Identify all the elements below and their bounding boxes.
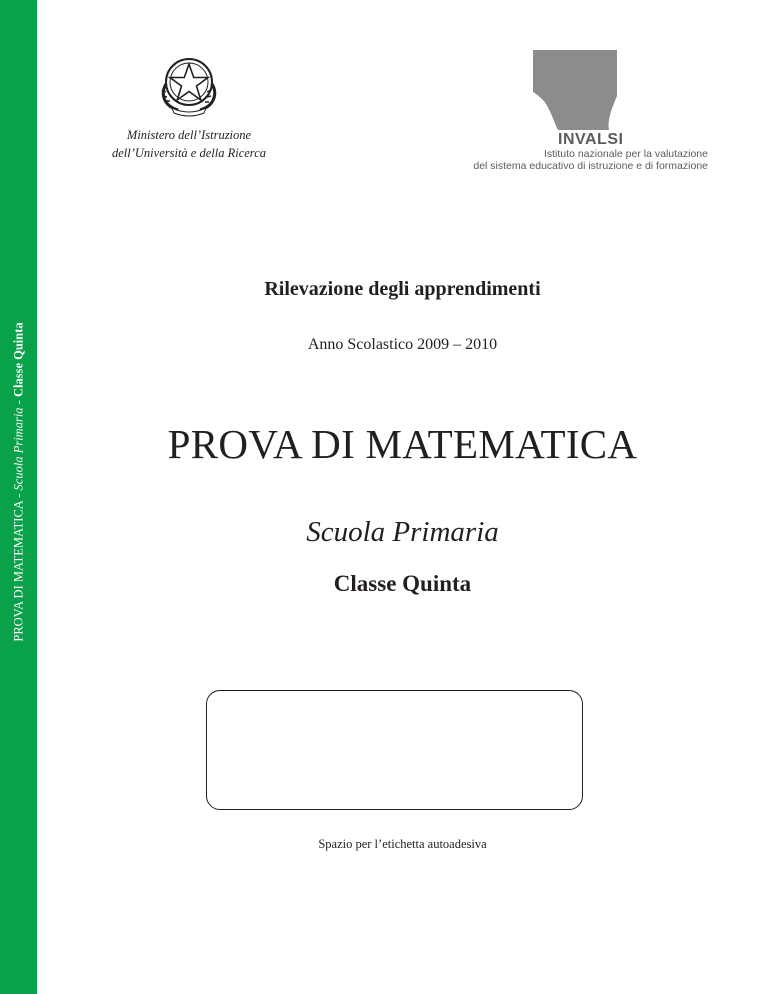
sticker-label-box xyxy=(206,690,583,810)
side-band-school: Scuola Primaria xyxy=(11,407,25,491)
italian-republic-emblem-icon xyxy=(154,50,224,118)
test-title: PROVA DI MATEMATICA xyxy=(167,421,638,467)
school-year: Anno Scolastico 2009 – 2010 xyxy=(307,336,498,353)
invalsi-description xyxy=(440,148,708,172)
school-level: Scuola Primaria xyxy=(306,516,499,548)
side-band-text xyxy=(11,322,26,641)
ministry-name xyxy=(84,126,294,162)
ministry-line-2: dell’Università e della Ricerca xyxy=(112,146,266,160)
invalsi-description-line-1: Istituto nazionale per la valutazione xyxy=(543,148,708,160)
invalsi-description-line-2: del sistema educativo di istruzione e di formazione xyxy=(473,160,708,172)
ministry-line-1: Ministero dell’Istruzione xyxy=(126,128,252,142)
side-band-class: Classe Quinta xyxy=(11,322,25,398)
sticker-label-caption: Spazio per l’etichetta autoadesiva xyxy=(318,837,487,851)
survey-title: Rilevazione degli apprendimenti xyxy=(264,278,541,300)
class-level: Classe Quinta xyxy=(333,571,472,596)
invalsi-name: INVALSI xyxy=(558,131,624,148)
side-band xyxy=(0,0,37,994)
side-band-title: PROVA DI MATEMATICA - xyxy=(11,490,25,642)
side-band-separator: - xyxy=(11,397,25,408)
